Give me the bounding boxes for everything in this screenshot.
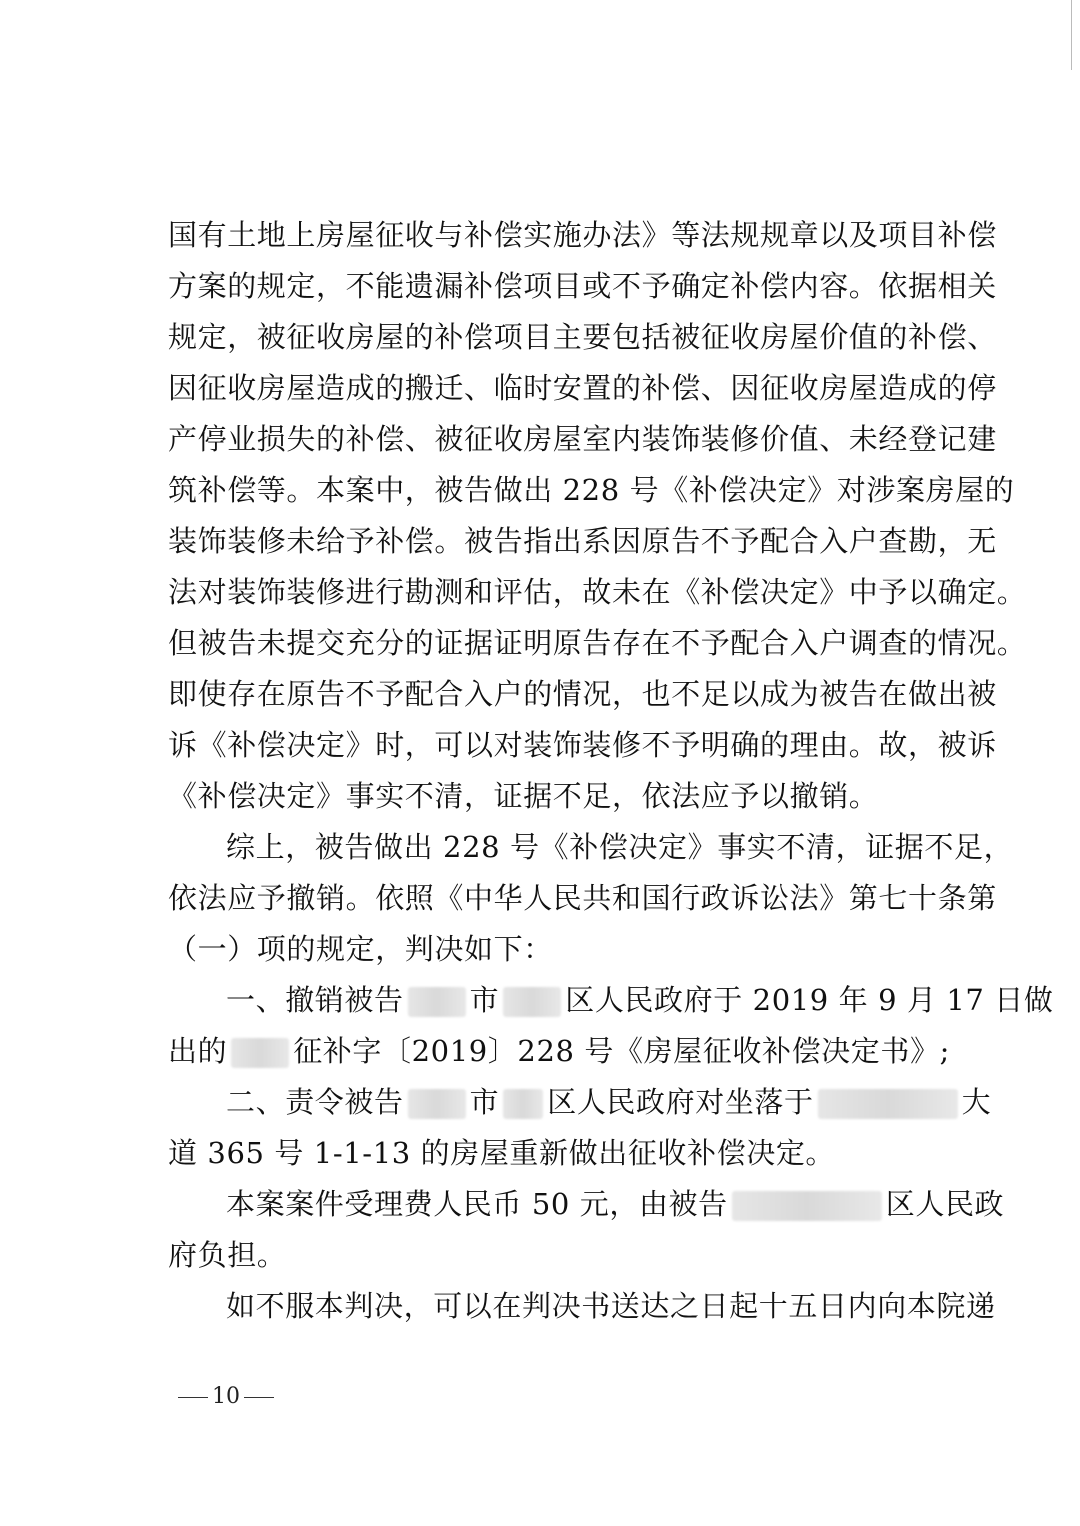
text-line: （一）项的规定，判决如下： <box>168 932 553 966</box>
judgment-item-1-text: 区人民政府于 2019 年 9 月 17 日做 <box>565 983 1054 1017</box>
page-footer <box>174 1384 278 1409</box>
text-line: 综上，被告做出 228 号《补偿决定》事实不清，证据不足， <box>226 830 1014 864</box>
judgment-item-2-text: 大 <box>961 1085 992 1119</box>
text-line: 装饰装修未给予补偿。被告指出系因原告不予配合入户查勘，无 <box>168 524 997 558</box>
text-line: 产停业损失的补偿、被征收房屋室内装饰装修价值、未经登记建 <box>168 422 997 456</box>
text-line: 《补偿决定》事实不清，证据不足，依法应予以撤销。 <box>168 779 879 813</box>
judgment-item-2-city: 市 <box>469 1085 500 1119</box>
text-line: 诉《补偿决定》时，可以对装饰装修不予明确的理由。故，被诉 <box>168 728 997 762</box>
text-line: 因征收房屋造成的搬迁、临时安置的补偿、因征收房屋造成的停 <box>168 371 997 405</box>
fee-line-1 <box>168 1179 1005 1230</box>
text-line: 法对装饰装修进行勘测和评估，故未在《补偿决定》中予以确定。 <box>168 575 1027 609</box>
text-line: 筑补偿等。本案中，被告做出 228 号《补偿决定》对涉案房屋的 <box>168 473 1015 507</box>
judgment-item-1-line-2 <box>168 1026 980 1077</box>
judgment-item-2-line-1 <box>168 1077 992 1128</box>
text-line: 即使存在原告不予配合入户的情况，也不足以成为被告在做出被 <box>168 677 997 711</box>
judgment-item-2-text: 区人民政府对坐落于 <box>547 1085 814 1119</box>
redacted-block <box>408 1089 466 1119</box>
text-line: 如不服本判决，可以在判决书送达之日起十五日内向本院递 <box>226 1289 996 1323</box>
redacted-block <box>503 1089 543 1119</box>
judgment-item-2-text: 二、责令被告 <box>226 1085 404 1119</box>
page-number: 10 <box>212 1384 240 1409</box>
fee-text: 区人民政 <box>885 1187 1005 1221</box>
judgment-item-1-line-1 <box>168 975 1054 1026</box>
text-line: 国有土地上房屋征收与补偿实施办法》等法规规章以及项目补偿 <box>168 218 997 252</box>
text-line: 规定，被征收房屋的补偿项目主要包括被征收房屋价值的补偿、 <box>168 320 997 354</box>
text-line: 道 365 号 1-1-13 的房屋重新做出征收补偿决定。 <box>168 1136 836 1170</box>
judgment-item-1-text: 一、撤销被告 <box>226 983 404 1017</box>
judgment-item-1-text: 征补字〔2019〕228 号《房屋征收补偿决定书》; <box>293 1034 950 1068</box>
redacted-block <box>231 1038 289 1068</box>
page-edge-line <box>1071 0 1072 70</box>
judgment-item-1-text: 出的 <box>168 1034 228 1068</box>
fee-text: 本案案件受理费人民币 50 元，由被告 <box>226 1187 728 1221</box>
redacted-block <box>818 1089 958 1119</box>
document-body <box>168 210 1054 1332</box>
text-line: 府负担。 <box>168 1238 287 1272</box>
redacted-block <box>408 987 466 1017</box>
text-line: 但被告未提交充分的证据证明原告存在不予配合入户调查的情况。 <box>168 626 1027 660</box>
judgment-item-1-city: 市 <box>469 983 500 1017</box>
redacted-block <box>732 1191 882 1221</box>
text-line: 依法应予撤销。依照《中华人民共和国行政诉讼法》第七十条第 <box>168 881 997 915</box>
text-line: 方案的规定，不能遗漏补偿项目或不予确定补偿内容。依据相关 <box>168 269 997 303</box>
footer-dash-left <box>178 1397 208 1398</box>
redacted-block <box>503 987 561 1017</box>
footer-dash-right <box>244 1397 274 1398</box>
